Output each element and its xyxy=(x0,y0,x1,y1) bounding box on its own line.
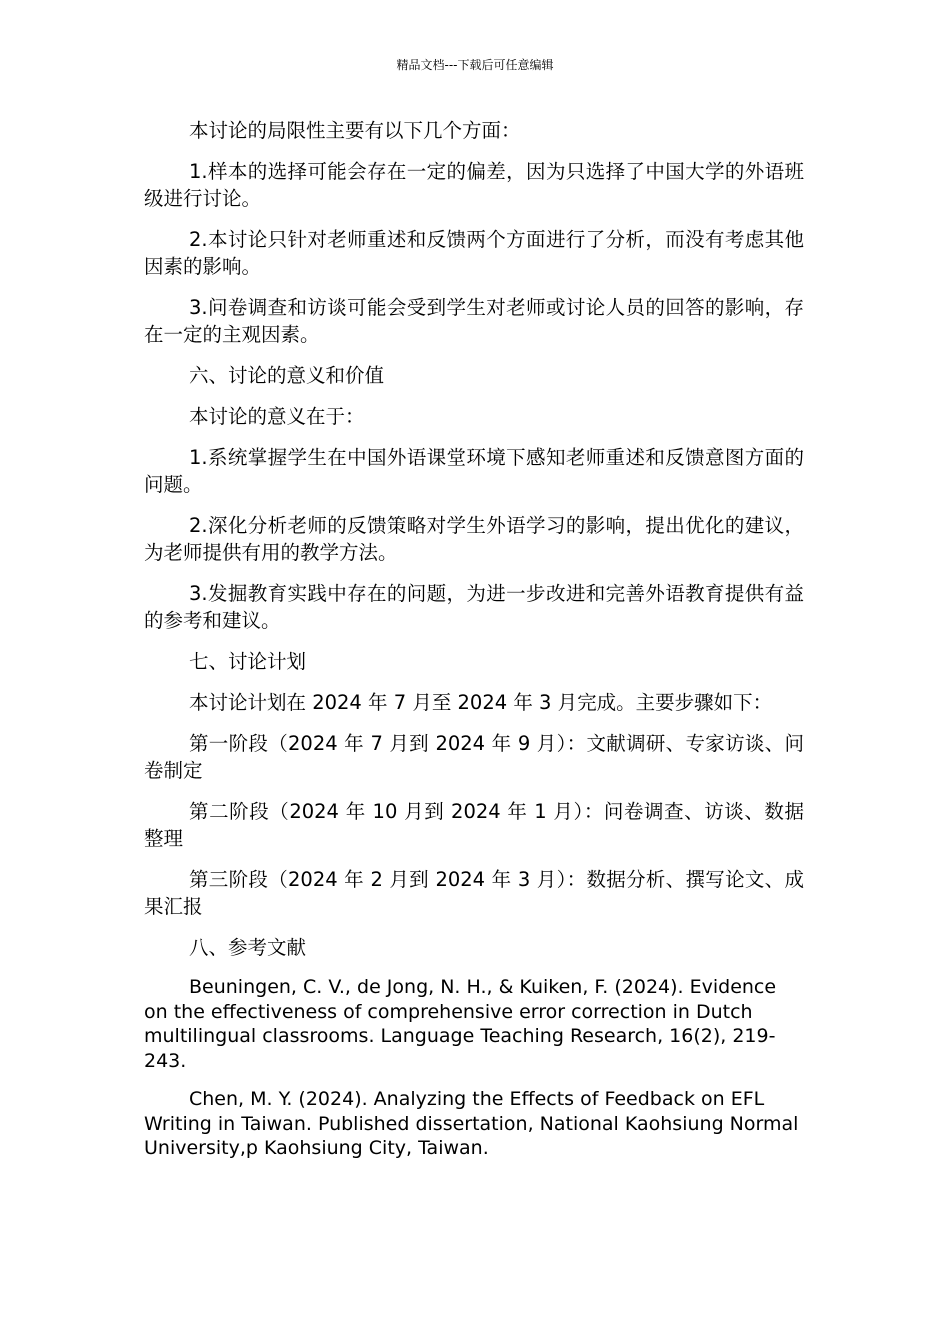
reference-item-2: Chen, M. Y. (2024). Analyzing the Effects of Feedback on EFL Writing in Taiwan. Published dissertation, National Kaohsiung Normal University,p Kaohsiung City, Taiwan. xyxy=(144,1088,799,1159)
plan-stage-1: 第一阶段（2024 年 7 月到 2024 年 9 月）：文献调研、专家访谈、问卷制定 xyxy=(144,732,804,782)
section-heading-significance: 六、讨论的意义和价值 xyxy=(189,364,385,387)
significance-item-2: 2.深化分析老师的反馈策略对学生外语学习的影响，提出优化的建议，为老师提供有用的教学方法。 xyxy=(144,514,804,564)
plan-stage-3: 第三阶段（2024 年 2 月到 2024 年 3 月）：数据分析、撰写论文、成果汇报 xyxy=(144,868,804,918)
significance-item-1: 1.系统掌握学生在中国外语课堂环境下感知老师重述和反馈意图方面的问题。 xyxy=(144,446,804,496)
document-body xyxy=(144,117,804,1175)
significance-item-3: 3.发掘教育实践中存在的问题，为进一步改进和完善外语教育提供有益的参考和建议。 xyxy=(144,582,804,632)
limitation-item-2: 2.本讨论只针对老师重述和反馈两个方面进行了分析，而没有考虑其他因素的影响。 xyxy=(144,228,804,278)
section-heading-plan: 七、讨论计划 xyxy=(189,650,307,673)
significance-intro: 本讨论的意义在于： xyxy=(189,405,365,428)
section-heading-references: 八、参考文献 xyxy=(189,936,307,959)
limitation-item-3: 3.问卷调查和访谈可能会受到学生对老师或讨论人员的回答的影响，存在一定的主观因素。 xyxy=(144,296,804,346)
plan-intro: 本讨论计划在 2024 年 7 月至 2024 年 3 月完成。主要步骤如下： xyxy=(189,691,773,714)
reference-item-1: Beuningen, C. V., de Jong, N. H., & Kuiken, F. (2024). Evidence on the effectiveness of comprehensive error correction in Dutch multilingual classrooms. Language Teaching Research, 16(2), 219-243. xyxy=(144,976,777,1072)
limitations-intro: 本讨论的局限性主要有以下几个方面： xyxy=(189,119,521,142)
page-header: 精品文档---下载后可任意编辑 xyxy=(396,58,554,72)
limitation-item-1: 1.样本的选择可能会存在一定的偏差，因为只选择了中国大学的外语班级进行讨论。 xyxy=(144,160,804,210)
plan-stage-2: 第二阶段（2024 年 10 月到 2024 年 1 月）：问卷调查、访谈、数据整理 xyxy=(144,800,804,850)
